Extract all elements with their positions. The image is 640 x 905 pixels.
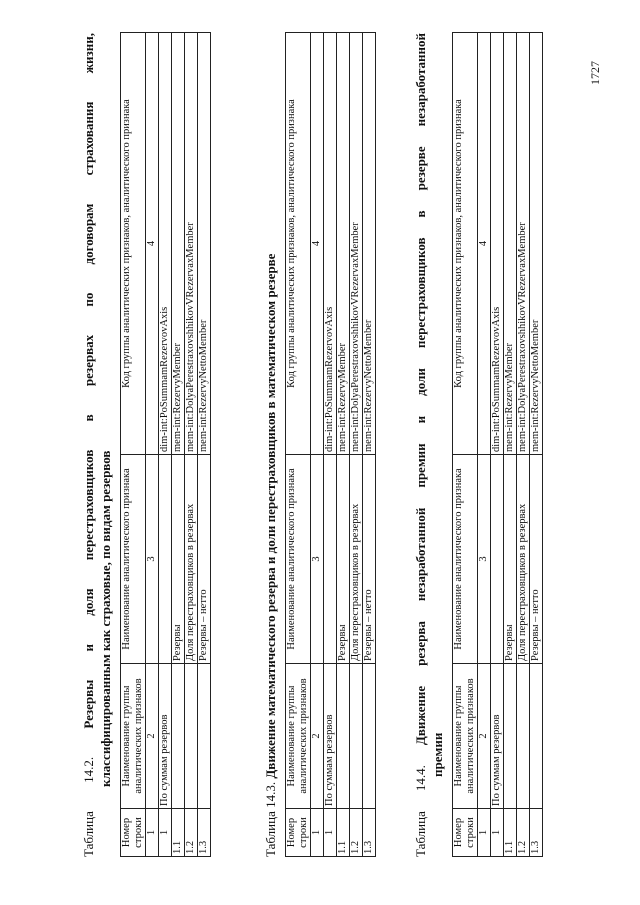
cell: По суммам резервов [324,664,337,809]
cell: Резервы [172,455,185,664]
col-number: 2 [146,664,159,809]
table-14-4-caption-prefix: Таблица 14.4. [413,765,428,857]
cell: mem-int:RezervyNettoMember [530,33,543,455]
cell: 1.1 [504,809,517,857]
column-number-row [146,33,159,857]
header-cell: Код группы аналитических признаков, аналитического признака [453,33,478,455]
table-header-row [453,33,478,857]
table-row [198,33,211,857]
table-row [159,33,172,857]
cell: 1.2 [185,809,198,857]
cell [185,664,198,809]
cell [504,664,517,809]
table-14-4-caption-title: Движение резерва незаработанной премии и доли перестраховщиков в резерве незаработанной [413,32,428,746]
table-header-row [121,33,146,857]
cell [324,455,337,664]
col-number: 1 [478,809,491,857]
table-row [337,33,350,857]
col-number: 4 [478,33,491,455]
cell: mem-int:RezervyMember [504,33,517,455]
table-14-4-block [412,33,543,857]
col-number: 1 [311,809,324,857]
table-14-2 [120,32,211,857]
cell: mem-int:RezervyMember [337,33,350,455]
cell: mem-int:RezervyNettoMember [363,33,376,455]
cell: 1 [324,809,337,857]
table-14-4-caption-line2 [429,33,446,857]
table-14-4-caption-line1 [412,33,429,857]
cell: 1.1 [337,809,350,857]
header-cell: Наименование аналитического признака [453,455,478,664]
cell: mem-int:DolyaPerestraxovshhikovVRezervaxMember [517,33,530,455]
col-number: 3 [311,455,324,664]
cell [517,664,530,809]
col-number: 2 [311,664,324,809]
cell: 1.1 [172,809,185,857]
header-cell: Номер строки [121,809,146,857]
table-14-2-caption-title: Резервы и доля перестраховщиков в резервах по договорам страхования жизни, [81,32,96,729]
cell: 1.3 [363,809,376,857]
cell: mem-int:DolyaPerestraxovshhikovVRezervaxMember [185,33,198,455]
cell: По суммам резервов [159,664,172,809]
col-number: 1 [146,809,159,857]
cell [172,664,185,809]
cell: Доля перестраховщиков в резервах [517,455,530,664]
col-number: 2 [478,664,491,809]
table-row [324,33,337,857]
header-cell: Наименование группы аналитических признаков [286,664,311,809]
table-row [491,33,504,857]
table-14-3-caption [262,33,279,857]
cell: 1 [491,809,504,857]
table-14-4-caption-title-cont: премии [430,732,445,777]
column-number-row [311,33,324,857]
table-row [504,33,517,857]
cell: Резервы [504,455,517,664]
header-cell: Наименование группы аналитических признаков [121,664,146,809]
cell: 1.3 [198,809,211,857]
table-14-2-caption-prefix: Таблица 14.2. [81,756,96,857]
cell: 1.3 [530,809,543,857]
cell: По суммам резервов [491,664,504,809]
table-14-3-block [262,33,376,857]
table-row [185,33,198,857]
header-cell: Номер строки [286,809,311,857]
cell: dim-int:PoSummamRezervovAxis [324,33,337,455]
cell [530,664,543,809]
cell: 1 [159,809,172,857]
page-number: 1727 [588,61,602,85]
table-row [172,33,185,857]
cell: mem-int:RezervyNettoMember [198,33,211,455]
table-row [350,33,363,857]
table-14-2-caption-title-cont: классифицированным как страховые, по видам резервов [98,450,113,787]
header-cell: Номер строки [453,809,478,857]
table-14-3-caption-title: Движение математического резерва и доли перестраховщиков в математическом резерве [263,253,278,779]
col-number: 4 [146,33,159,455]
cell: Доля перестраховщиков в резервах [185,455,198,664]
column-number-row [478,33,491,857]
table-14-4 [452,32,543,857]
cell [159,455,172,664]
table-14-2-caption-line1 [80,33,97,857]
cell: Резервы – нетто [363,455,376,664]
cell [363,664,376,809]
cell [337,664,350,809]
cell: Доля перестраховщиков в резервах [350,455,363,664]
cell: 1.2 [517,809,530,857]
table-header-row [286,33,311,857]
cell: mem-int:DolyaPerestraxovshhikovVRezervaxMember [350,33,363,455]
header-cell: Наименование аналитического признака [121,455,146,664]
table-14-2-block [80,33,211,857]
cell: 1.2 [350,809,363,857]
header-cell: Наименование аналитического признака [286,455,311,664]
col-number: 3 [478,455,491,664]
cell: dim-int:PoSummamRezervovAxis [491,33,504,455]
header-cell: Код группы аналитических признаков, аналитического признака [286,33,311,455]
table-14-2-caption-line2 [97,33,114,857]
cell: Резервы – нетто [530,455,543,664]
cell: mem-int:RezervyMember [172,33,185,455]
table-row [517,33,530,857]
header-cell: Код группы аналитических признаков, аналитического признака [121,33,146,455]
header-cell: Наименование группы аналитических признаков [453,664,478,809]
col-number: 4 [311,33,324,455]
table-row [363,33,376,857]
cell: Резервы – нетто [198,455,211,664]
table-14-3 [285,32,376,857]
cell: Резервы [337,455,350,664]
col-number: 3 [146,455,159,664]
cell: dim-int:PoSummamRezervovAxis [159,33,172,455]
table-row [530,33,543,857]
cell [350,664,363,809]
cell [491,455,504,664]
table-14-3-caption-prefix: Таблица 14.3. [263,781,278,857]
cell [198,664,211,809]
